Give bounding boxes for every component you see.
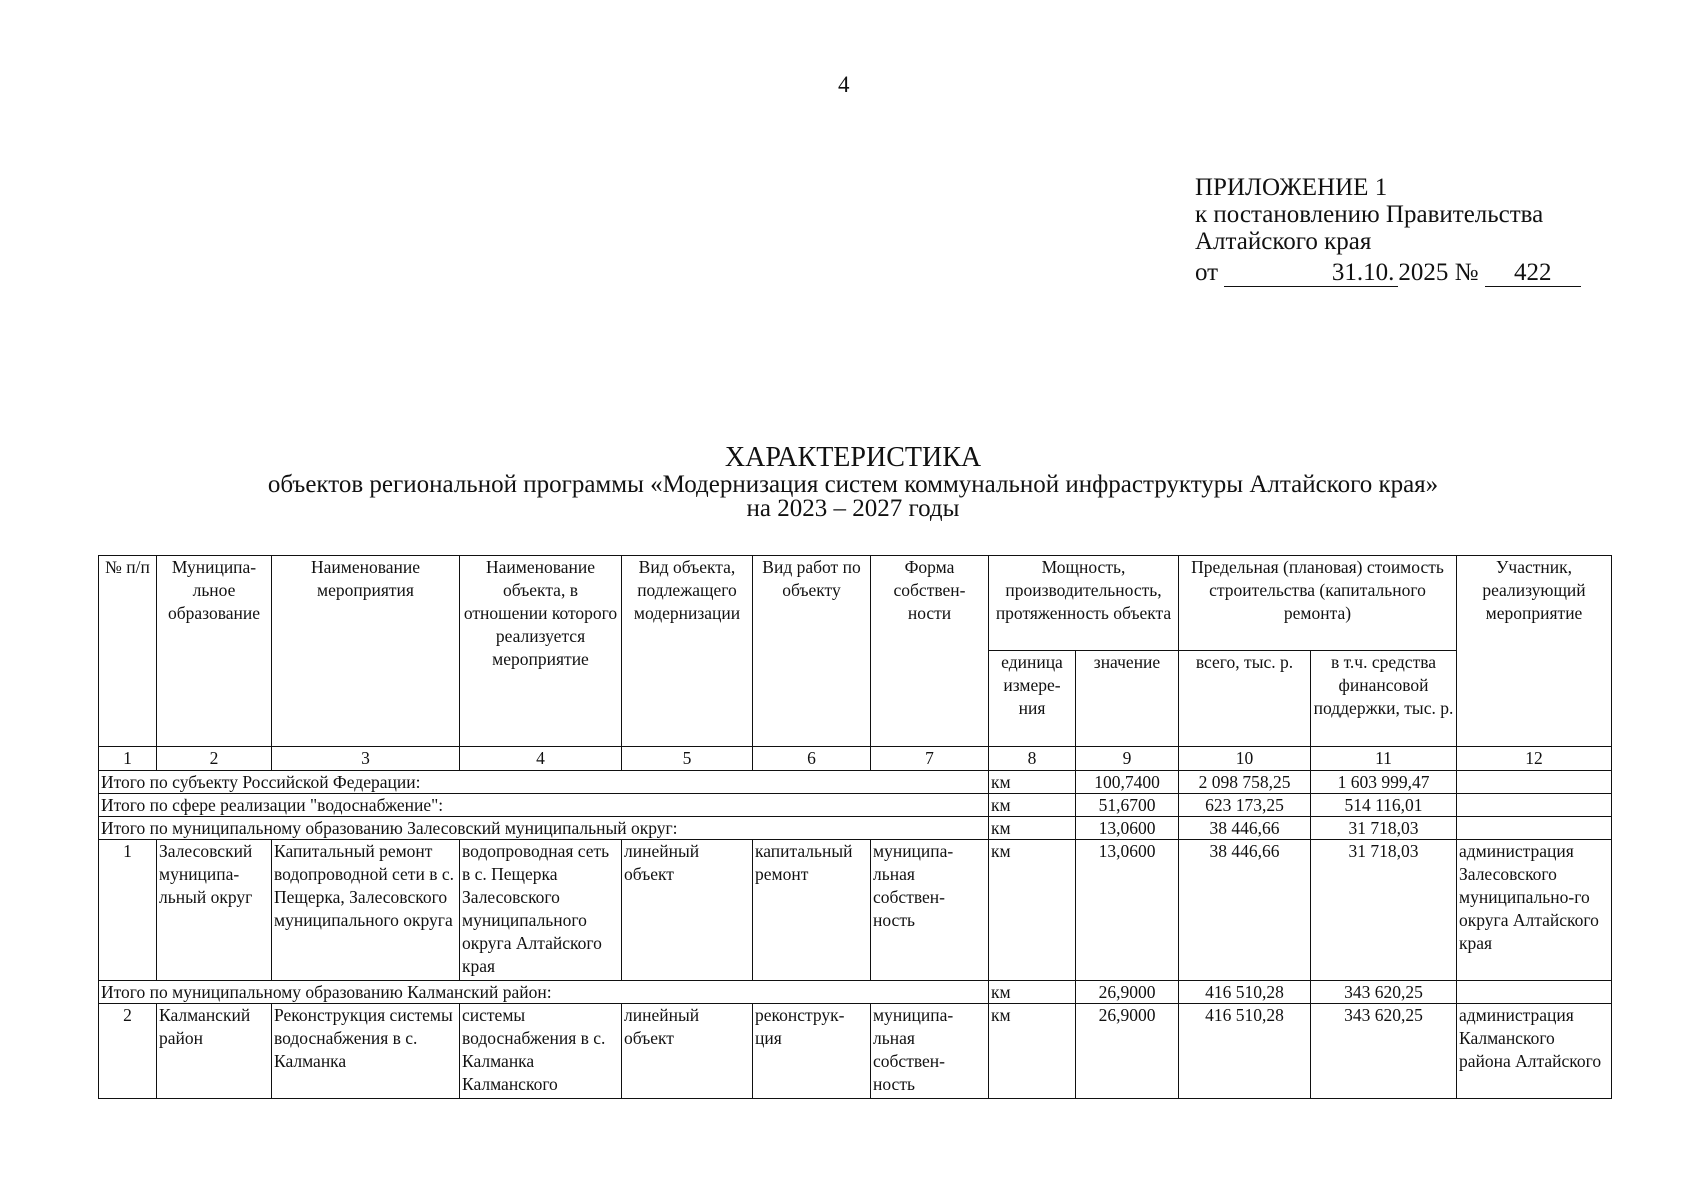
header-object-type: Вид объекта, подлежащего модернизации bbox=[622, 556, 753, 747]
decree-number: 422 bbox=[1485, 260, 1581, 287]
col-number: 11 bbox=[1311, 747, 1457, 771]
title-line3: на 2023 – 2027 годы bbox=[746, 495, 960, 522]
column-numbers-row bbox=[99, 747, 1612, 771]
header-ownership: Форма собствен-ности bbox=[871, 556, 989, 747]
col-number: 4 bbox=[460, 747, 622, 771]
total-participant bbox=[1457, 771, 1612, 794]
total-label: Итого по субъекту Российской Федерации: bbox=[99, 771, 989, 794]
total-unit: км bbox=[989, 981, 1076, 1004]
row-municipality: Калманский район bbox=[157, 1004, 272, 1099]
row-total: 38 446,66 bbox=[1179, 840, 1311, 981]
total-row-water bbox=[99, 794, 1612, 817]
header-capacity: Мощность, производительность, протяженность объекта bbox=[989, 556, 1179, 651]
total-value: 26,9000 bbox=[1076, 981, 1179, 1004]
row-object-type: линейный объект bbox=[622, 1004, 753, 1099]
col-number: 8 bbox=[989, 747, 1076, 771]
decree-year: 2025 № bbox=[1398, 259, 1479, 286]
row-participant: администрация Калманского района Алтайского bbox=[1457, 1004, 1612, 1099]
row-ownership: муниципа-льная собствен-ность bbox=[871, 1004, 989, 1099]
header-support: в т.ч. средства финансовой поддержки, тыс. р. bbox=[1311, 651, 1457, 747]
header-total: всего, тыс. р. bbox=[1179, 651, 1311, 747]
col-number: 9 bbox=[1076, 747, 1179, 771]
total-row-zalesovo bbox=[99, 817, 1612, 840]
total-label: Итого по сфере реализации "водоснабжение": bbox=[99, 794, 989, 817]
row-object: водопроводная сеть в с. Пещерка Залесовского муниципального округа Алтайского края bbox=[460, 840, 622, 981]
from-label: от bbox=[1195, 259, 1219, 286]
col-number: 6 bbox=[753, 747, 871, 771]
characteristics-table bbox=[98, 555, 1612, 1099]
row-unit: км bbox=[989, 1004, 1076, 1099]
total-label: Итого по муниципальному образованию Залесовский муниципальный округ: bbox=[99, 817, 989, 840]
row-participant: администрация Залесовского муниципально-го округа Алтайского края bbox=[1457, 840, 1612, 981]
total-support: 514 116,01 bbox=[1311, 794, 1457, 817]
total-support: 343 620,25 bbox=[1311, 981, 1457, 1004]
col-number: 10 bbox=[1179, 747, 1311, 771]
header-participant: Участник, реализующий мероприятие bbox=[1457, 556, 1612, 747]
row-support: 343 620,25 bbox=[1311, 1004, 1457, 1099]
header-num: № п/п bbox=[99, 556, 157, 747]
total-support: 1 603 999,47 bbox=[1311, 771, 1457, 794]
appendix-title: ПРИЛОЖЕНИЕ 1 bbox=[1195, 174, 1388, 201]
header-unit: единица измере-ния bbox=[989, 651, 1076, 747]
decree-date: 31.10. bbox=[1224, 260, 1398, 287]
table-row bbox=[99, 1004, 1612, 1099]
total-value: 100,7400 bbox=[1076, 771, 1179, 794]
row-total: 416 510,28 bbox=[1179, 1004, 1311, 1099]
row-event: Реконструкция системы водоснабжения в с. Калманка bbox=[272, 1004, 460, 1099]
header-cost: Предельная (плановая) стоимость строительства (капитального ремонта) bbox=[1179, 556, 1457, 651]
col-number: 12 bbox=[1457, 747, 1612, 771]
total-cost: 416 510,28 bbox=[1179, 981, 1311, 1004]
total-cost: 38 446,66 bbox=[1179, 817, 1311, 840]
total-row-rf bbox=[99, 771, 1612, 794]
row-object: системы водоснабжения в с. Калманка Калманского bbox=[460, 1004, 622, 1099]
col-number: 7 bbox=[871, 747, 989, 771]
col-number: 5 bbox=[622, 747, 753, 771]
header-municipality: Муниципа-льное образование bbox=[157, 556, 272, 747]
header-row-1 bbox=[99, 556, 1612, 651]
col-number: 2 bbox=[157, 747, 272, 771]
col-number: 3 bbox=[272, 747, 460, 771]
total-unit: км bbox=[989, 794, 1076, 817]
title-line2: объектов региональной программы «Модернизация систем коммунальной инфраструктуры Алтайского края» bbox=[267, 471, 1439, 498]
total-label: Итого по муниципальному образованию Калманский район: bbox=[99, 981, 989, 1004]
row-ownership: муниципа-льная собствен-ность bbox=[871, 840, 989, 981]
total-participant bbox=[1457, 981, 1612, 1004]
header-event: Наименование мероприятия bbox=[272, 556, 460, 747]
row-value: 13,0600 bbox=[1076, 840, 1179, 981]
row-number: 2 bbox=[99, 1004, 157, 1099]
total-participant bbox=[1457, 817, 1612, 840]
page-number: 4 bbox=[838, 72, 850, 97]
total-value: 13,0600 bbox=[1076, 817, 1179, 840]
header-value: значение bbox=[1076, 651, 1179, 747]
appendix-line2: Алтайского края bbox=[1195, 228, 1372, 255]
row-number: 1 bbox=[99, 840, 157, 981]
row-work-type: реконструк-ция bbox=[753, 1004, 871, 1099]
title-main: ХАРАКТЕРИСТИКА bbox=[724, 442, 982, 473]
row-unit: км bbox=[989, 840, 1076, 981]
total-cost: 623 173,25 bbox=[1179, 794, 1311, 817]
total-support: 31 718,03 bbox=[1311, 817, 1457, 840]
total-participant bbox=[1457, 794, 1612, 817]
appendix-header bbox=[1195, 174, 1581, 287]
row-object-type: линейный объект bbox=[622, 840, 753, 981]
table-row bbox=[99, 840, 1612, 981]
row-event: Капитальный ремонт водопроводной сети в с. Пещерка, Залесовского муниципального округа bbox=[272, 840, 460, 981]
row-support: 31 718,03 bbox=[1311, 840, 1457, 981]
appendix-line1: к постановлению Правительства bbox=[1195, 201, 1544, 228]
document-title bbox=[98, 443, 1608, 521]
row-work-type: капитальный ремонт bbox=[753, 840, 871, 981]
row-value: 26,9000 bbox=[1076, 1004, 1179, 1099]
total-value: 51,6700 bbox=[1076, 794, 1179, 817]
appendix-date-line bbox=[1195, 259, 1581, 287]
col-number: 1 bbox=[99, 747, 157, 771]
total-unit: км bbox=[989, 771, 1076, 794]
total-cost: 2 098 758,25 bbox=[1179, 771, 1311, 794]
row-municipality: Залесовский муниципа-льный округ bbox=[157, 840, 272, 981]
header-object: Наименование объекта, в отношении которого реализуется мероприятие bbox=[460, 556, 622, 747]
total-unit: км bbox=[989, 817, 1076, 840]
header-work-type: Вид работ по объекту bbox=[753, 556, 871, 747]
total-row-kalmanka bbox=[99, 981, 1612, 1004]
